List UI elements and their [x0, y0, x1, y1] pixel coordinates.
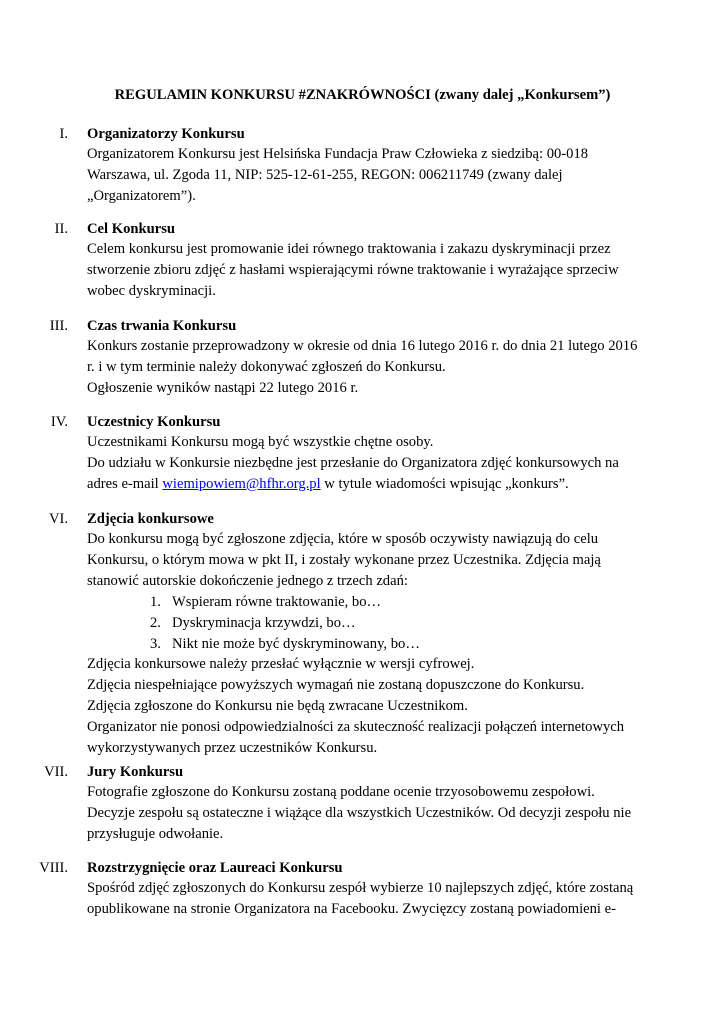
- paragraph-line: Fotografie zgłoszone do Konkursu zostaną poddane ocenie trzyosobowemu zespołowi.: [87, 784, 595, 800]
- paragraph-line: Spośród zdjęć zgłoszonych do Konkursu zespół wybierze 10 najlepszych zdjęć, które zostaną: [87, 880, 634, 896]
- section-numeral: IV.: [50, 414, 68, 430]
- email-link[interactable]: wiemipowiem@hfhr.org.pl: [162, 475, 321, 492]
- paragraph-line: stworzenie zbioru zdjęć z hasłami wspierającymi równe traktowanie i wyrażające sprzeciw: [87, 261, 619, 278]
- paragraph-line: wobec dyskryminacji.: [87, 282, 216, 299]
- section-numeral: I.: [59, 126, 68, 142]
- section-numeral: VII.: [44, 764, 68, 780]
- paragraph-line: Warszawa, ul. Zgoda 11, NIP: 525-12-61-255, REGON: 006211749 (zwany dalej: [87, 166, 563, 183]
- list-item: [87, 613, 639, 634]
- paragraph-line: Decyzje zespołu są ostateczne i wiążące dla wszystkich Uczestników. Od decyzji zespołu nie: [87, 804, 632, 821]
- paragraph-line: Zdjęcia niespełniające powyższych wymagań nie zostaną dopuszczone do Konkursu.: [87, 677, 585, 694]
- paragraph-line: Organizator nie ponosi odpowiedzialności za skuteczność realizacji połączeń internetowych: [87, 719, 625, 736]
- email-line-suffix: w tytule wiadomości wpisując „konkurs”.: [320, 475, 569, 492]
- email-line: [87, 474, 639, 495]
- list-item: [87, 592, 639, 613]
- section-numeral: II.: [54, 221, 68, 237]
- paragraph-line: Do udziału w Konkursie niezbędne jest przesłanie do Organizatora zdjęć konkursowych na: [87, 454, 619, 471]
- list-item-text: Dyskryminacja krzywdzi, bo…: [172, 614, 356, 631]
- list-item: [87, 634, 639, 655]
- paragraph-line: Zdjęcia zgłoszone do Konkursu nie będą zwracane Uczestnikom.: [87, 698, 468, 715]
- section-heading: Organizatorzy Konkursu: [87, 126, 245, 142]
- paragraph-line: Zdjęcia konkursowe należy przesłać wyłącznie w wersji cyfrowej.: [87, 656, 475, 673]
- section-heading: Zdjęcia konkursowe: [87, 511, 214, 527]
- sentence-list: [87, 592, 639, 655]
- email-line-prefix: adres e-mail: [87, 475, 163, 492]
- list-item-text: Wspieram równe traktowanie, bo…: [172, 593, 382, 610]
- section-heading: Jury Konkursu: [87, 764, 184, 780]
- paragraph-line: Celem konkursu jest promowanie idei równego traktowania i zakazu dyskryminacji przez: [87, 241, 611, 257]
- list-item-number: 2.: [150, 614, 161, 631]
- list-item-text: Nikt nie może być dyskryminowany, bo…: [172, 635, 420, 652]
- paragraph-line: Do konkursu mogą być zgłoszone zdjęcia, które w sposób oczywisty nawiązują do celu: [87, 531, 599, 547]
- paragraph-line: Konkurs zostanie przeprowadzony w okresie od dnia 16 lutego 2016 r. do dnia 21 lutego 2016: [87, 338, 638, 354]
- paragraph-line: opublikowane na stronie Organizatora na Facebooku. Zwycięzcy zostaną powiadomieni e-: [87, 900, 616, 917]
- section-heading: Rozstrzygnięcie oraz Laureaci Konkursu: [87, 860, 343, 876]
- list-item-number: 1.: [150, 593, 161, 610]
- paragraph-line: Ogłoszenie wyników nastąpi 22 lutego 2016 r.: [87, 379, 359, 396]
- paragraph-line: Uczestnikami Konkursu mogą być wszystkie chętne osoby.: [87, 434, 434, 450]
- document-title: REGULAMIN KONKURSU #ZNAKRÓWNOŚCI (zwany dalej „Konkursem”): [114, 87, 611, 103]
- paragraph-line: stanowić autorskie dokończenie jednego z trzech zdań:: [87, 572, 408, 589]
- section-numeral: VI.: [48, 511, 68, 527]
- paragraph-line: „Organizatorem”).: [87, 187, 196, 204]
- section-heading: Cel Konkursu: [87, 221, 175, 237]
- paragraph-line: r. i w tym terminie należy dokonywać zgłoszeń do Konkursu.: [87, 358, 446, 375]
- paragraph-line: Organizatorem Konkursu jest Helsińska Fundacja Praw Człowieka z siedzibą: 00-018: [87, 146, 589, 162]
- list-item-number: 3.: [150, 635, 161, 652]
- paragraph-line: wykorzystywanych przez uczestników Konkursu.: [87, 740, 378, 757]
- section-heading: Uczestnicy Konkursu: [87, 414, 221, 430]
- section-numeral: III.: [49, 318, 68, 334]
- paragraph-line: przysługuje odwołanie.: [87, 825, 224, 842]
- section-heading: Czas trwania Konkursu: [87, 318, 237, 334]
- paragraph-line: Konkursu, o którym mowa w pkt II, i zostały wykonane przez Uczestnika. Zdjęcia mają: [87, 551, 601, 568]
- section-numeral: VIII.: [39, 860, 68, 876]
